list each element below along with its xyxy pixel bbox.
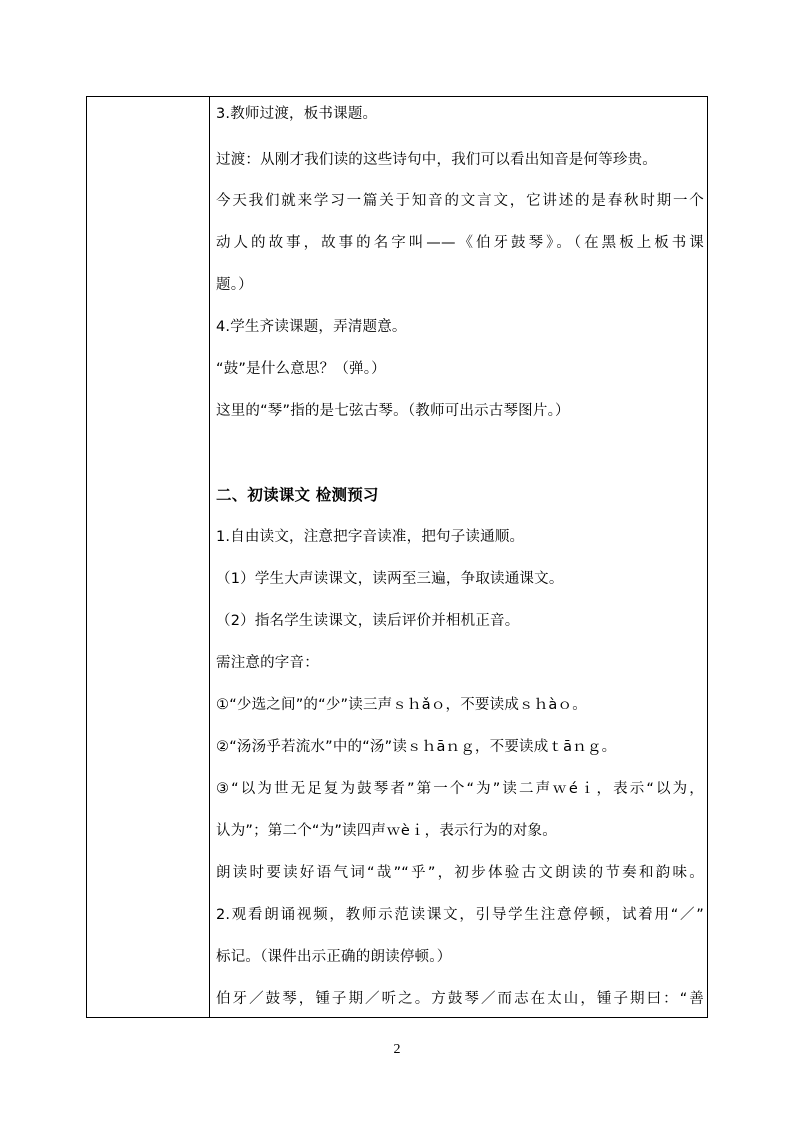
text-line: 4.学生齐读课题，弄清题意。	[216, 319, 407, 335]
text-line: 今天我们就来学习一篇关于知音的文言文，它讲述的是春秋时期一个	[216, 193, 704, 209]
text-line: 动人的故事，故事的名字叫——《伯牙鼓琴》。（在黑板上板书课	[216, 235, 704, 251]
column-divider	[209, 97, 210, 1017]
section-heading: 二、初读课文 检测预习	[216, 486, 379, 504]
text-line: 需注意的字音：	[216, 655, 319, 671]
text-line: 题。）	[216, 277, 253, 293]
text-line: 伯牙／鼓琴，锺子期／听之。方鼓琴／而志在太山，锺子期曰：“善	[216, 991, 704, 1007]
text-line: （2）指名学生读课文，读后评价并相机正音。	[216, 613, 520, 629]
text-line: ②“汤汤乎若流水”中的“汤”读ｓｈāｎｇ，不要读成ｔāｎｇ。	[216, 739, 617, 755]
text-line: “鼓”是什么意思？（弹。）	[216, 361, 386, 377]
lesson-plan-table	[86, 96, 708, 1018]
text-line: 1.自由读文，注意把字音读准，把句子读通顺。	[216, 529, 525, 545]
text-line: 标记。（课件出示正确的朗读停顿。）	[216, 949, 452, 965]
page-number: 2	[393, 1042, 401, 1057]
text-line: 过渡：从刚才我们读的这些诗句中，我们可以看出知音是何等珍贵。	[216, 152, 657, 168]
text-line: 2.观看朗诵视频，教师示范读课文，引导学生注意停顿，试着用“／”	[216, 907, 704, 923]
text-line: ③“以为世无足复为鼓琴者”第一个“为”读二声ｗéｉ，表示“以为，	[216, 781, 704, 797]
text-line: 这里的“琴”指的是七弦古琴。（教师可出示古琴图片。）	[216, 403, 570, 419]
text-line: （1）学生大声读课文，读两至三遍，争取读通课文。	[216, 571, 564, 587]
text-line: 3.教师过渡，板书课题。	[216, 106, 378, 122]
text-line: 认为”；第二个“为”读四声ｗèｉ，表示行为的对象。	[216, 823, 557, 839]
text-line: ①“少选之间”的“少”读三声ｓｈǎｏ，不要读成ｓｈàｏ。	[216, 697, 587, 713]
text-line: 朗读时要读好语气词“哉”“乎”，初步体验古文朗读的节奏和韵味。	[216, 865, 704, 881]
